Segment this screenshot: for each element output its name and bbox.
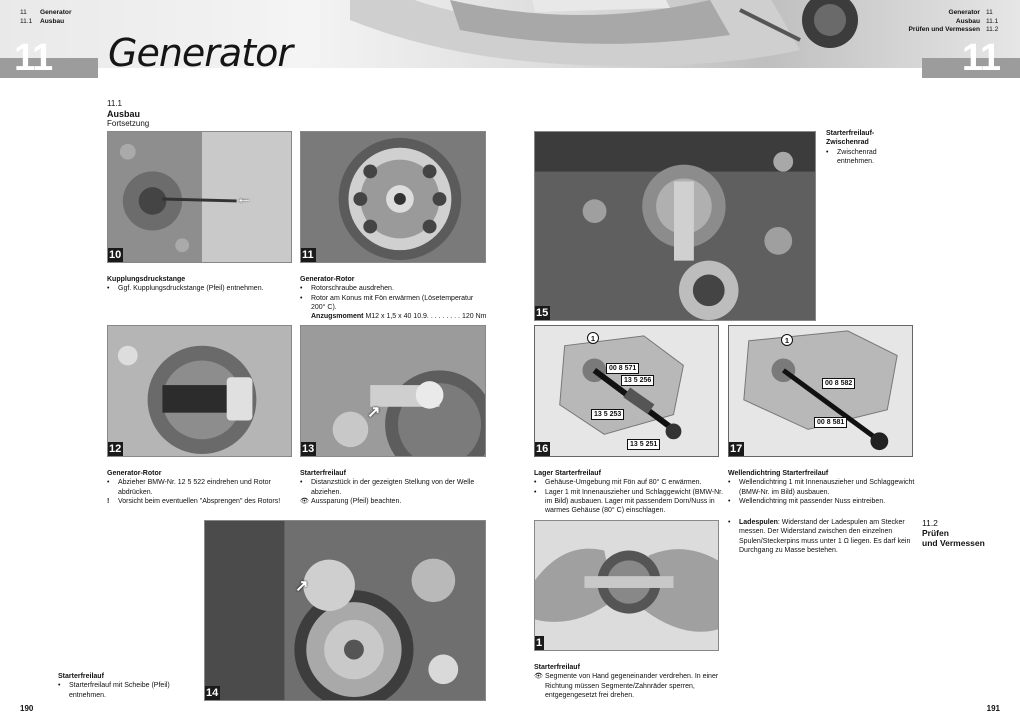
bullet-icon: • [534,479,537,487]
section-subtitle: Fortsetzung [107,119,150,128]
caption-heading: Starterfreilauf-Zwischenrad [826,130,875,147]
section-number: 11.1 [107,99,122,108]
caption-heading: Starterfreilauf [534,664,580,671]
bullet-text: Abzieher BMW-Nr. 12 5 522 eindrehen und Rotor abdrücken. [118,479,271,496]
caption-11 [300,275,488,321]
bullet-text: Rotor am Konus mit Fön erwärmen (Lösetemperatur 200° C). [311,294,474,311]
caption-heading: Starterfreilauf [300,470,346,477]
caption-heading: Wellendichtring Starterfreilauf [728,470,829,477]
section-title-line: Prüfen [922,528,949,538]
ladespulen-text: : Widerstand der Ladespulen am Stecker messen. Der Widerstand zwischen den einzelnen Spulen/Steckerpins muss unter 1 Ω liegen. Es darf kein Durchgang zu Masse bestehen. [739,519,911,554]
note-text: Aussparung (Pfeil) beachten. [311,497,402,505]
spacer-photo [301,326,485,456]
caption-bullet [107,284,295,293]
tool-number-label: 00 8 571 [606,363,639,374]
caption-13 [300,469,488,506]
bullet-icon: • [300,479,303,487]
hands-testing-clutch-photo [535,521,718,650]
tool-number-label: 13 5 256 [621,375,654,386]
bullet-icon: • [107,479,110,487]
caption-bullet [300,284,488,293]
caption-bullet [534,478,724,487]
nav-row [909,26,1000,35]
note-text: Segmente von Hand gegeneinander verdrehen. In einer Richtung müssen Segmente/Zahnräder sperren, entgegengesetzt frei drehen. [545,673,719,699]
caption-12 [107,469,297,506]
caption-10 [107,275,295,294]
bullet-text: Starterfreilauf mit Scheibe (Pfeil) entnehmen. [69,682,170,699]
caption-bullet [58,681,198,700]
caption-bullet [534,488,724,516]
eye-icon: 👁 [300,497,309,505]
item-callout-1: 1 [781,334,793,346]
nav-label: Generator [948,9,980,16]
seal-puller-drawing [729,326,912,456]
caption-note [300,497,488,506]
bullet-text: Gehäuse-Umgebung mit Fön auf 80° C erwärmen. [545,479,702,487]
warning-text: Vorsicht beim eventuellen "Absprengen" des Rotors! [118,497,281,505]
generator-rotor-photo [301,132,485,262]
section-11-2-heading [922,518,985,548]
nav-number: 11.1 [986,17,999,25]
nav-label: Prüfen und Vermessen [908,26,980,34]
bullet-text: Zwischenrad entnehmen. [837,148,877,165]
photo-11 [300,131,486,263]
chapter-number-right: 11 [961,37,1000,79]
caption-17 [728,469,918,506]
eye-icon: 👁 [534,673,543,681]
bullet-text: Distanzstück in der gezeigten Stellung von der Welle abziehen. [311,479,475,496]
caption-note [534,672,720,700]
photo-14 [204,520,486,701]
diagram-16 [534,325,719,457]
nav-number: 11.1 [20,17,33,25]
bullet-text: Rotorschraube ausdrehen. [311,285,394,293]
bullet-icon: • [107,285,110,293]
page-number-left: 190 [20,704,34,713]
torque-spec [300,312,488,321]
section-title: Ausbau [107,109,141,119]
photo-10 [107,131,292,263]
caption-heading: Kupplungsdruckstange [107,276,186,283]
right-breadcrumb [909,9,1000,35]
chapter-number-left: 11 [14,37,53,79]
section-heading [107,99,149,129]
bullet-text: Wellendichtring mit passender Nuss eintreiben. [739,497,886,505]
tool-number-label: 00 8 582 [822,378,855,389]
nav-row [909,9,1000,18]
nav-number: 11 [20,9,27,16]
chapter-title: Generator [108,31,292,75]
diagram-17 [728,325,913,457]
pointer-arrow-icon: ← [236,190,252,207]
nav-label: Ausbau [40,17,65,25]
engine-photo [108,132,291,262]
photo-number: 17 [730,443,743,455]
bullet-icon: • [728,519,731,526]
caption-warning [107,497,297,506]
torque-label: Anzugsmoment [311,313,364,321]
bullet-icon: • [728,479,731,487]
starter-clutch-photo [205,521,485,700]
bullet-text: Ggf. Kupplungsdruckstange (Pfeil) entnehmen. [118,285,264,293]
caption-heading: Lager Starterfreilauf [534,470,601,477]
photo-number: 16 [536,443,549,455]
caption-15 [826,129,906,166]
nav-number: 11.2 [986,26,999,34]
nav-label: Generator [40,9,72,16]
nav-label: Ausbau [955,17,980,25]
bullet-icon: • [728,497,731,505]
photo-number: 15 [536,307,549,319]
photo-number: 14 [206,687,219,699]
item-callout-1: 1 [587,332,599,344]
caption-1 [534,663,720,700]
caption-heading: Starterfreilauf [58,673,104,680]
bullet-icon: • [58,682,61,690]
photo-12 [107,325,292,457]
caption-bullet [107,478,297,497]
caption-bullet [728,518,916,555]
motorcycle-fairing-image [330,0,890,68]
caption-bullet [300,294,488,313]
photo-number: 10 [109,249,122,261]
pointer-arrow-icon: ↗ [367,404,381,421]
bullet-icon: • [534,488,537,496]
caption-16 [534,469,724,515]
caption-heading: Generator-Rotor [300,276,355,283]
puller-photo [108,326,291,456]
photo-number: 12 [109,443,122,455]
caption-bullet [728,478,918,497]
photo-13 [300,325,486,457]
section-number: 11.2 [922,518,938,528]
caption-bullet [826,148,906,167]
caption-bullet [728,497,918,506]
tool-number-label: 00 8 581 [814,417,847,428]
left-breadcrumb [20,9,72,26]
caption-ladespulen [728,518,916,555]
nav-row [20,9,72,18]
photo-15 [534,131,816,321]
bearing-puller-drawing [535,326,718,456]
caption-14 [58,672,198,700]
torque-value: M12 x 1,5 x 40 10.9. . . . . . . . . 120 Nm [365,313,487,321]
photo-number: 11 [302,249,314,261]
pointer-arrow-icon: ↗ [295,578,309,595]
nav-row [20,18,72,27]
bullet-icon: • [826,148,829,156]
tool-number-label: 13 5 253 [591,409,624,420]
warning-icon: ! [107,497,110,505]
caption-heading: Generator-Rotor [107,470,162,477]
bullet-icon: • [300,285,303,293]
photo-number: 13 [302,443,315,455]
bullet-text: Lager 1 mit Innenauszieher und Schlaggewicht (BMW-Nr. im Bild) ausbauen. Lager mit passendem Dorn/Nuss in warmes Gehäuse (80° C) einschlagen. [545,488,724,515]
nav-number: 11 [986,9,993,16]
intermediate-gear-photo [535,132,815,320]
nav-row [909,18,1000,27]
tool-number-label: 13 5 251 [627,439,660,450]
bullet-text: Wellendichtring 1 mit Innenauszieher und Schlaggewicht (BMW-Nr. im Bild) ausbauen. [739,479,915,496]
section-title-line: und Vermessen [922,538,985,548]
ladespulen-label: Ladespulen [739,519,778,526]
page-number-right: 191 [986,704,1000,713]
bullet-icon: • [300,294,303,302]
photo-number: 1 [536,637,543,649]
caption-bullet [300,478,488,497]
photo-1 [534,520,719,651]
